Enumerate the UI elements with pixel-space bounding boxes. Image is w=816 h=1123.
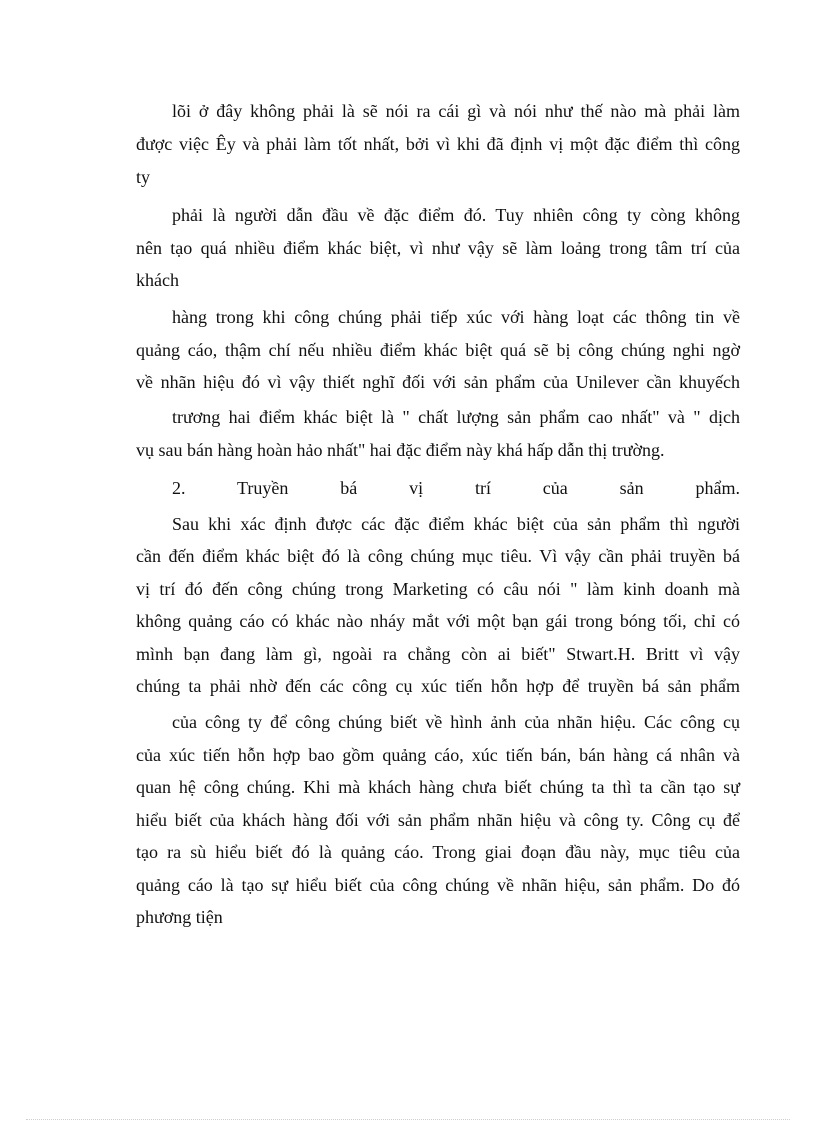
text-line: cần đến điểm khác biệt đó là công chúng mục tiêu. Vì vậy cần phải truyền bá (136, 546, 740, 566)
text-line: phải là người dẫn đầu về đặc điểm đó. Tuy nhiên công ty còng không (172, 205, 740, 225)
text-line: khách (136, 270, 179, 290)
text-line: Sau khi xác định được các đặc điểm khác biệt của sản phẩm thì người (172, 514, 740, 534)
text-line: hiểu biết của khách hàng đối với sản phẩm nhãn hiệu và công ty. Công cụ để (136, 810, 740, 830)
text-line: quảng cáo là tạo sự hiểu biết của công chúng về nhãn hiệu, sản phẩm. Do đó (136, 875, 740, 895)
text-line: vị trí đó đến công chúng trong Marketing có câu nói " làm kinh doanh mà (136, 579, 740, 599)
text-line: mình bạn đang làm gì, ngoài ra chẳng còn ai biết" Stwart.H. Britt vì vậy (136, 644, 740, 664)
text-line: không quảng cáo có khác nào nháy mắt với một bạn gái trong bóng tối, chỉ có (136, 611, 740, 631)
text-line: phương tiện (136, 907, 223, 927)
text-line: quảng cáo, thậm chí nếu nhiều điểm khác biệt quá sẽ bị công chúng nghi ngờ (136, 340, 740, 360)
text-line: lõi ở đây không phải là sẽ nói ra cái gì và nói như thế nào mà phải làm (172, 101, 740, 121)
text-line: quan hệ công chúng. Khi mà khách hàng chưa biết chúng ta thì ta cần tạo sự (136, 777, 740, 797)
section-heading: 2. Truyền bá vị trí của sản phẩm. (172, 478, 740, 498)
text-line: của công ty để công chúng biết về hình ảnh của nhãn hiệu. Các công cụ (172, 712, 740, 732)
page-bottom-divider (26, 1119, 790, 1120)
text-line: nên tạo quá nhiều điểm khác biệt, vì như vậy sẽ làm loảng trong tâm trí của (136, 238, 740, 258)
text-line: vụ sau bán hàng hoàn hảo nhất" hai đặc điểm này khá hấp dẫn thị trường. (136, 440, 665, 460)
text-line: về nhãn hiệu đó vì vậy thiết nghĩ đối với sản phẩm của Unilever cần khuyếch (136, 372, 740, 392)
text-line: hàng trong khi công chúng phải tiếp xúc với hàng loạt các thông tin về (172, 307, 740, 327)
text-line: trương hai điểm khác biệt là " chất lượng sản phẩm cao nhất" và " dịch (172, 407, 740, 427)
text-line: chúng ta phải nhờ đến các công cụ xúc tiến hỗn hợp để truyền bá sản phẩm (136, 676, 740, 696)
text-line: ty (136, 167, 151, 187)
text-line: được việc Êy và phải làm tốt nhất, bởi vì khi đã định vị một đặc điểm thì công (136, 134, 740, 154)
text-line: của xúc tiến hỗn hợp bao gồm quảng cáo, xúc tiến bán, bán hàng cá nhân và (136, 745, 740, 765)
text-line: tạo ra sù hiểu biết đó là quảng cáo. Trong giai đoạn đầu này, mục tiêu của (136, 842, 740, 862)
